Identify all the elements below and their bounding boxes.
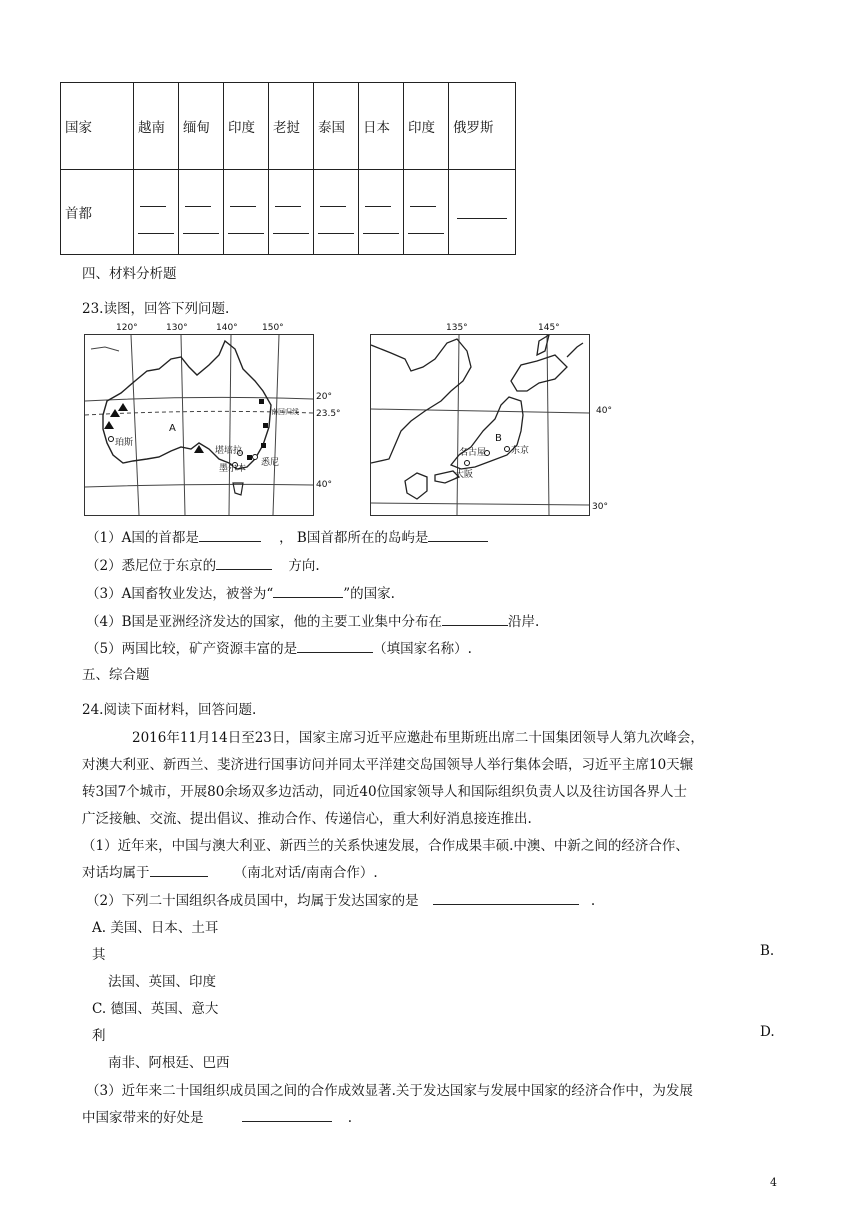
lon-label: 150°	[262, 323, 284, 333]
q23-sub1-text-b: ， B国首都所在的岛屿是	[279, 530, 429, 546]
country-name: 日本	[363, 120, 390, 136]
q24-sub2-text-b: .	[590, 893, 596, 909]
q24-sub3-text-a: 中国家带来的好处是	[82, 1110, 204, 1126]
country-name: 俄罗斯	[453, 120, 494, 136]
q23-sub5	[86, 637, 472, 657]
capital-blank-cell[interactable]	[404, 170, 449, 255]
section-5-title: 五、综合题	[82, 667, 150, 683]
answer-blank[interactable]	[199, 541, 261, 542]
q23-stem: 23.读图，回答下列问题.	[82, 301, 230, 317]
country-cell	[359, 83, 404, 170]
answer-blank[interactable]	[433, 904, 579, 905]
city-label: 堪培拉	[215, 446, 243, 456]
japan-map	[370, 334, 590, 516]
lat-label: 40°	[316, 480, 332, 490]
q23-sub2-text-b: 方向.	[288, 558, 320, 574]
q24-sub1-text-b: （南北对话/南南合作）.	[233, 865, 378, 881]
country-cell	[449, 83, 516, 170]
q24-sub2-text-a: （2）下列二十国组织各成员国中，均属于发达国家的是	[86, 893, 419, 909]
q23-sub3-text-a: （3）A国畜牧业发达，被誉为“	[86, 586, 274, 602]
lon-label: 135°	[446, 323, 468, 333]
map-letter-a: A	[169, 423, 176, 434]
option-d-text: 南非、阿根廷、巴西	[108, 1055, 230, 1071]
q23-sub5-text-b: （填国家名称）.	[373, 641, 472, 657]
q23-sub1-text-a: （1）A国的首都是	[86, 530, 199, 546]
japan-map-svg	[371, 335, 589, 515]
option-c-line1: C. 德国、英国、意大	[92, 1001, 219, 1017]
option-a-line1: A. 美国、日本、土耳	[92, 920, 219, 936]
q23-sub3	[86, 582, 395, 602]
q23-sub4	[86, 610, 539, 630]
q24-paragraph-line: 对澳大利亚、新西兰、斐济进行国事访问并同太平洋建交岛国领导人举行集体会晤，习近平主席10天辗	[82, 757, 694, 773]
q24-sub2	[86, 889, 595, 909]
lat-label: 40°	[596, 406, 612, 416]
country-cell	[314, 83, 359, 170]
q24-paragraph-line: 2016年11月14日至23日，国家主席习近平应邀赴布里斯班出席二十国集团领导人第九次峰会，	[132, 730, 704, 746]
q23-sub1	[86, 526, 488, 546]
option-c-line2: 利	[92, 1028, 106, 1044]
tropic-label: 南回归线	[271, 408, 299, 416]
capital-blank-cell[interactable]	[359, 170, 404, 255]
q24-stem: 24.阅读下面材料，回答问题.	[82, 702, 257, 718]
lon-label: 140°	[216, 323, 238, 333]
answer-blank[interactable]	[242, 1121, 332, 1122]
city-label: 名古屋	[459, 448, 487, 458]
option-d-label: D.	[760, 1024, 775, 1040]
answer-blank[interactable]	[216, 569, 272, 570]
country-name: 老挝	[273, 120, 300, 136]
country-cell	[224, 83, 269, 170]
page-number: 4	[770, 1176, 777, 1189]
q24-sub3-line1: （3）近年来二十国组织成员国之间的合作成效显著.关于发达国家与发展中国家的经济合作中，为发展	[86, 1083, 693, 1099]
q24-paragraph-line: 转3国7个城市，开展80余场双多边活动，同近40位国家领导人和国际组织负责人以及往访国各界人士	[82, 784, 688, 800]
q24-sub1-line2	[82, 861, 378, 881]
q23-sub4-text-b: 沿岸.	[508, 614, 540, 630]
answer-blank[interactable]	[150, 876, 208, 877]
australia-map	[84, 334, 314, 516]
city-label: 墨尔本	[219, 464, 247, 474]
answer-blank[interactable]	[442, 625, 508, 626]
country-name: 印度	[228, 120, 255, 136]
lat-label: 20°	[316, 392, 332, 402]
option-b-label: B.	[760, 943, 775, 959]
capital-blank-cell[interactable]	[179, 170, 224, 255]
capital-blank-cell[interactable]	[269, 170, 314, 255]
q23-sub2-text-a: （2）悉尼位于东京的	[86, 558, 217, 574]
country-cell	[179, 83, 224, 170]
lon-label: 120°	[116, 323, 138, 333]
row-label-cell	[61, 170, 134, 255]
lon-label: 130°	[166, 323, 188, 333]
header-label-cell	[61, 83, 134, 170]
capitals-table	[60, 82, 516, 255]
header-label: 国家	[65, 120, 92, 136]
option-b-text: 法国、英国、印度	[108, 974, 216, 990]
country-name: 越南	[138, 120, 165, 136]
lon-label: 145°	[538, 323, 560, 333]
row-label: 首都	[65, 206, 92, 222]
country-name: 泰国	[318, 120, 345, 136]
asia-coast	[371, 339, 471, 463]
q24-sub1-line1: （1）近年来，中国与澳大利亚、新西兰的关系快速发展，合作成果丰硕.中澳、中新之间的经济合作、	[82, 838, 689, 854]
japan-hokkaido	[511, 355, 567, 391]
q23-sub5-text-a: （5）两国比较，矿产资源丰富的是	[86, 641, 298, 657]
city-label: 大阪	[455, 470, 474, 480]
australia-map-svg	[85, 335, 313, 515]
section-4-title: 四、材料分析题	[82, 266, 177, 282]
capital-blank-cell[interactable]	[224, 170, 269, 255]
city-label: 东京	[511, 446, 530, 456]
city-label: 珀斯	[115, 438, 134, 448]
map-letter-b: B	[495, 433, 502, 444]
q23-sub3-text-b: ”的国家.	[343, 586, 395, 602]
capital-blank-cell[interactable]	[449, 170, 516, 255]
lat-label: 30°	[592, 502, 608, 512]
capital-blank-cell[interactable]	[134, 170, 179, 255]
q24-sub1-text-a: 对话均属于	[82, 865, 150, 881]
q23-sub2	[86, 554, 320, 574]
japan-kyushu	[405, 473, 427, 499]
answer-blank[interactable]	[297, 652, 373, 653]
q23-sub4-text-a: （4）B国是亚洲经济发达的国家，他的主要工业集中分布在	[86, 614, 443, 630]
country-cell	[269, 83, 314, 170]
lat-label: 23.5°	[316, 409, 341, 419]
answer-blank[interactable]	[428, 541, 488, 542]
japan-honshu	[451, 397, 523, 469]
country-name: 印度	[408, 120, 435, 136]
q24-sub3-text-b: .	[347, 1110, 353, 1126]
capital-blank-cell[interactable]	[314, 170, 359, 255]
q24-paragraph-line: 广泛接触、交流、提出倡议、推动合作、传递信心，重大利好消息接连推出.	[82, 811, 532, 827]
option-a-line2: 其	[92, 947, 106, 963]
country-name: 缅甸	[183, 120, 210, 136]
city-label: 悉尼	[261, 458, 280, 468]
q24-sub3-line2	[82, 1106, 352, 1126]
australia-outline	[103, 341, 271, 469]
answer-blank[interactable]	[273, 597, 343, 598]
country-cell	[134, 83, 179, 170]
country-cell	[404, 83, 449, 170]
